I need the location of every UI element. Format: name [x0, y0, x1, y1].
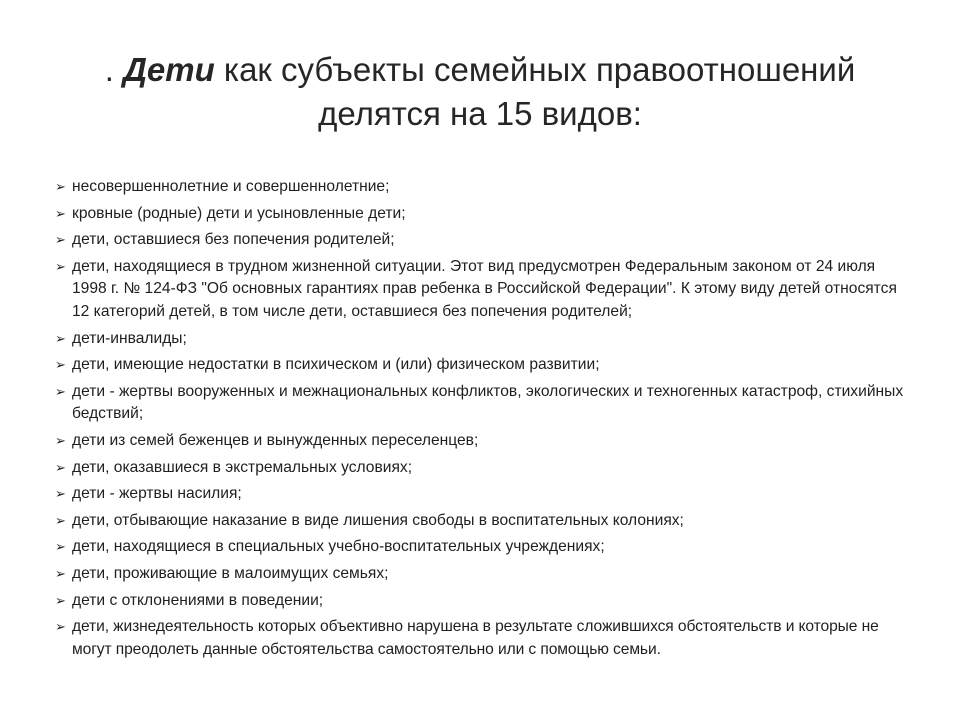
arrow-bullet-icon: ➢	[55, 565, 66, 581]
arrow-bullet-icon: ➢	[55, 432, 66, 448]
arrow-bullet-icon: ➢	[55, 179, 66, 194]
list-item: ➢ дети, проживающие в малоимущих семьях;	[54, 563, 914, 586]
title-line1-rest: как субъекты семейных правоотношений	[214, 51, 856, 88]
list-item: ➢ дети, жизнедеятельность которых объективно нарушена в результате сложившихся обстоятельств и которые не могут преодолеть данные обстоятельства самостоятельно или с помощью семьи.	[55, 618, 879, 658]
arrow-bullet-icon: ➢	[55, 258, 66, 274]
list-item: ➢ дети - жертвы вооруженных и межнациональных конфликтов, экологических и техногенных катастроф, стихийных бедствий;	[55, 382, 904, 423]
list-item: ➢ дети-инвалиды;	[54, 328, 914, 351]
list-item: ➢ дети, оставшиеся без попечения родителей;	[54, 229, 914, 252]
arrow-bullet-icon: ➢	[55, 357, 66, 373]
arrow-bullet-icon: ➢	[55, 205, 66, 221]
title-lead-word: Дети	[123, 51, 215, 88]
list-item: ➢ дети, имеющие недостатки в психическом и (или) физическом развитии;	[54, 354, 914, 377]
arrow-bullet-icon: ➢	[55, 539, 66, 555]
arrow-bullet-icon: ➢	[55, 486, 66, 502]
arrow-bullet-icon: ➢	[55, 232, 66, 248]
arrow-bullet-icon: ➢	[55, 383, 66, 399]
types-list	[54, 176, 914, 665]
list-item: ➢ дети с отклонениями в поведении;	[54, 590, 914, 613]
arrow-bullet-icon: ➢	[55, 619, 66, 635]
list-item: ➢ дети, отбывающие наказание в виде лишения свободы в воспитательных колониях;	[54, 510, 914, 533]
arrow-bullet-icon: ➢	[55, 512, 66, 528]
arrow-bullet-icon: ➢	[55, 330, 66, 346]
arrow-bullet-icon: ➢	[55, 592, 66, 608]
title-prefix: .	[104, 51, 124, 88]
list-item: ➢ дети, находящиеся в трудном жизненной ситуации. Этот вид предусмотрен Федеральным законом от 24 июля 1998 г. № 124-ФЗ "Об основных гарантиях прав ребенка в Российской Федерации". К этому виду детей относятся 12 категорий детей, в том числе дети, оставшиеся без попечения родителей;	[55, 257, 897, 320]
arrow-bullet-icon: ➢	[55, 459, 66, 475]
title-line2: делятся на 15 видов:	[318, 95, 642, 132]
list-item: ➢ дети, находящиеся в специальных учебно-воспитательных учреждениях;	[54, 536, 914, 559]
list-item: ➢ дети из семей беженцев и вынужденных переселенцев;	[54, 430, 914, 453]
list-item: ➢ несовершеннолетние и совершеннолетние;	[54, 176, 914, 199]
list-item: ➢ дети, оказавшиеся в экстремальных условиях;	[54, 457, 914, 480]
slide-title	[60, 48, 900, 136]
list-item: ➢ кровные (родные) дети и усыновленные дети;	[54, 203, 914, 226]
list-item: ➢ дети - жертвы насилия;	[54, 483, 914, 506]
